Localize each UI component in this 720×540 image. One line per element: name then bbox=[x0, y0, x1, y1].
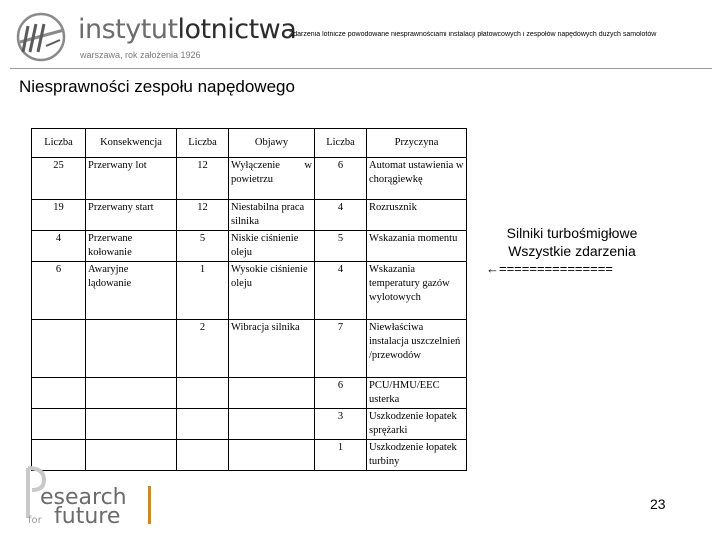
table-cell: PCU/HMU/EEC usterka bbox=[367, 378, 467, 409]
logo-future-word: future bbox=[54, 504, 121, 526]
table-cell bbox=[229, 378, 315, 409]
side-note-engine-type: Silniki turbośmigłowe bbox=[506, 225, 638, 241]
table-cell bbox=[177, 409, 229, 440]
logo-brand-bold: lotnictwa bbox=[177, 14, 297, 45]
table-cell: Wskazania momentu bbox=[367, 231, 467, 262]
side-note bbox=[482, 224, 662, 278]
header-divider bbox=[10, 68, 712, 69]
table-row bbox=[32, 378, 467, 409]
side-note-equals-line: =============== bbox=[499, 261, 613, 276]
logo-research-word: esearch bbox=[40, 485, 127, 510]
table-cell: Przerwany lot bbox=[86, 158, 177, 200]
table-cell: 4 bbox=[315, 262, 367, 320]
slide-title: Niesprawności zespołu napędowego bbox=[19, 77, 295, 96]
table-cell: 1 bbox=[177, 262, 229, 320]
table-cell: 4 bbox=[315, 200, 367, 231]
table-cell: 6 bbox=[315, 378, 367, 409]
table-cell: Wibracja silnika bbox=[229, 320, 315, 378]
column-header-cause: Przyczyna bbox=[367, 129, 467, 158]
table-cell: 5 bbox=[315, 231, 367, 262]
table-cell: Wysokie ciśnienie oleju bbox=[229, 262, 315, 320]
table-cell: Przerwany start bbox=[86, 200, 177, 231]
table-cell: 2 bbox=[177, 320, 229, 378]
table-cell: Wskazania temperatury gazów wylotowych bbox=[367, 262, 467, 320]
table-cell: Rozrusznik bbox=[367, 200, 467, 231]
table-row bbox=[32, 262, 467, 320]
table-cell bbox=[32, 378, 86, 409]
table-row bbox=[32, 200, 467, 231]
logo-for-word: for bbox=[28, 515, 42, 526]
table-cell: 6 bbox=[315, 158, 367, 200]
table-cell: 5 bbox=[177, 231, 229, 262]
column-header-count-3: Liczba bbox=[315, 129, 367, 158]
table-cell: Awaryjne lądowanie bbox=[86, 262, 177, 320]
table-cell: Uszkodzenie łopatek turbiny bbox=[367, 440, 467, 471]
table-cell: 7 bbox=[315, 320, 367, 378]
logo-accent-bar bbox=[148, 486, 151, 524]
table-row bbox=[32, 158, 467, 200]
column-header-count-2: Liczba bbox=[177, 129, 229, 158]
table-cell bbox=[229, 409, 315, 440]
engine-failures-table bbox=[31, 128, 467, 471]
institute-logo bbox=[14, 10, 297, 64]
side-note-arrow-line bbox=[486, 260, 662, 278]
institute-logo-icon bbox=[14, 12, 70, 62]
page-number: 23 bbox=[650, 496, 666, 512]
table-cell: 12 bbox=[177, 200, 229, 231]
column-header-count-1: Liczba bbox=[32, 129, 86, 158]
table-cell bbox=[86, 409, 177, 440]
table-cell bbox=[32, 320, 86, 378]
logo-brand-light: instytut bbox=[78, 14, 178, 45]
table-cell bbox=[229, 440, 315, 471]
table-cell: 19 bbox=[32, 200, 86, 231]
table-cell: 12 bbox=[177, 158, 229, 200]
column-header-consequence: Konsekwencja bbox=[86, 129, 177, 158]
table-cell: 3 bbox=[315, 409, 367, 440]
left-arrow-icon: ← bbox=[486, 261, 499, 276]
table-cell: Wyłączenie w powietrzu bbox=[229, 158, 315, 200]
table-cell bbox=[86, 378, 177, 409]
table-cell bbox=[32, 409, 86, 440]
table-cell: 6 bbox=[32, 262, 86, 320]
table-cell: Automat ustawienia w chorągiewkę bbox=[367, 158, 467, 200]
table-cell bbox=[177, 378, 229, 409]
table-cell bbox=[177, 440, 229, 471]
table-cell: Niewłaściwa instalacja uszczelnień /przewodów bbox=[367, 320, 467, 378]
table-cell: Uszkodzenie łopatek sprężarki bbox=[367, 409, 467, 440]
table-cell: Niskie ciśnienie oleju bbox=[229, 231, 315, 262]
table-row bbox=[32, 231, 467, 262]
table-header-row bbox=[32, 129, 467, 158]
header-subtitle: Zdarzenia lotnicze powodowane niesprawnościami instalacji płatowcowych i zespołów napędowych dużych samolotów bbox=[289, 31, 657, 38]
table-row bbox=[32, 409, 467, 440]
logo-tagline: warszawa, rok założenia 1926 bbox=[80, 50, 201, 60]
logo-brand-name bbox=[78, 14, 296, 45]
table-row bbox=[32, 320, 467, 378]
table-cell: 25 bbox=[32, 158, 86, 200]
table-cell: Niestabilna praca silnika bbox=[229, 200, 315, 231]
table-cell: 4 bbox=[32, 231, 86, 262]
side-note-all-events: Wszystkie zdarzenia bbox=[508, 243, 636, 259]
table-cell: Przerwane kołowanie bbox=[86, 231, 177, 262]
column-header-symptoms: Objawy bbox=[229, 129, 315, 158]
table-cell: 1 bbox=[315, 440, 367, 471]
table-cell bbox=[86, 320, 177, 378]
research-for-future-logo bbox=[24, 466, 156, 526]
